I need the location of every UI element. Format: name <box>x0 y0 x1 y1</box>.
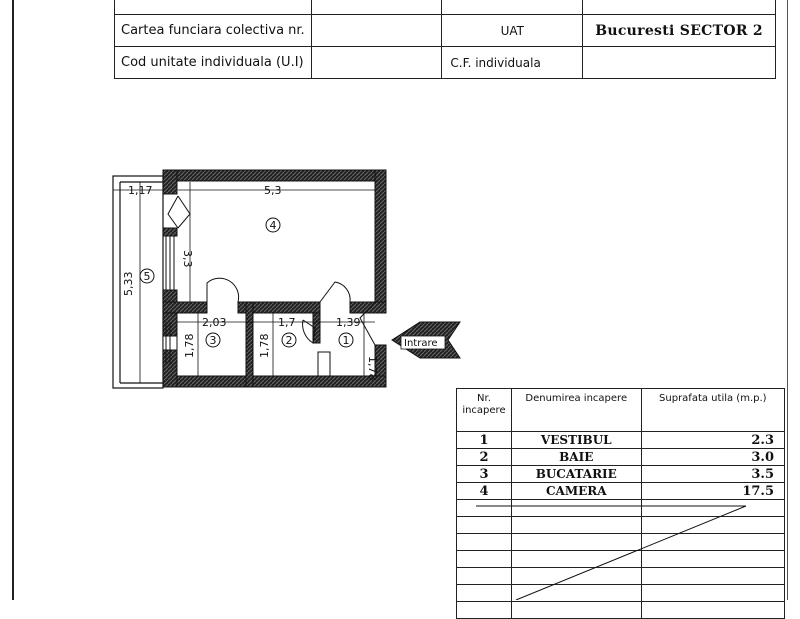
entrance-arrow-icon <box>392 322 460 358</box>
room-area: 3.0 <box>641 449 784 466</box>
uat-value: Bucuresti SECTOR 2 <box>583 15 776 47</box>
cod-unitate-label: Cod unitate individuala (U.I) <box>115 47 312 79</box>
room-area: 2.3 <box>641 432 784 449</box>
dim-room4-width: 5,3 <box>264 184 282 197</box>
dim-balcony-width: 1,17 <box>128 184 153 197</box>
room-nr: 4 <box>457 483 512 500</box>
dim-room1-width: 1,39 <box>336 316 361 329</box>
col-header-nr: Nr. incapere <box>457 389 512 432</box>
dim-room1-depth: 1,78 <box>366 356 379 381</box>
room-name: VESTIBUL <box>511 432 641 449</box>
room-nr: 3 <box>457 466 512 483</box>
room-name: CAMERA <box>511 483 641 500</box>
carte-funciara-label: Cartea funciara colectiva nr. <box>115 15 312 47</box>
col-header-name: Denumirea incapere <box>511 389 641 432</box>
dim-room3-depth: 1,78 <box>183 333 196 358</box>
room-nr: 1 <box>457 432 512 449</box>
uat-label: UAT <box>442 15 583 47</box>
table-row <box>457 466 785 483</box>
dim-room2-depth: 1,78 <box>258 333 271 358</box>
entrance-label: Intrare <box>404 338 438 349</box>
col-header-area: Suprafata utila (m.p.) <box>641 389 784 432</box>
room-marker-1: 1 <box>342 334 350 347</box>
walls <box>163 170 386 387</box>
table-row-empty <box>457 602 785 619</box>
dim-room3-width: 2,03 <box>202 316 227 329</box>
table-row <box>457 432 785 449</box>
room-nr: 2 <box>457 449 512 466</box>
room-area: 3.5 <box>641 466 784 483</box>
dim-room2-width: 1,7 <box>278 316 296 329</box>
room-area: 17.5 <box>641 483 784 500</box>
room-marker-5: 5 <box>143 270 151 283</box>
table-row <box>457 483 785 500</box>
room-name: BUCATARIE <box>511 466 641 483</box>
dim-room4-depth: 3,3 <box>181 250 194 268</box>
blank-rows-strikeout <box>456 500 785 600</box>
room-marker-2: 2 <box>285 334 293 347</box>
room-marker-4: 4 <box>269 219 277 232</box>
table-row <box>457 449 785 466</box>
cf-individuala-label: C.F. individuala <box>442 47 583 79</box>
balcony-outline <box>113 176 163 388</box>
dim-balcony-length: 5,33 <box>122 271 135 296</box>
room-name: BAIE <box>511 449 641 466</box>
room-marker-3: 3 <box>209 334 217 347</box>
balcony-door <box>168 196 190 228</box>
